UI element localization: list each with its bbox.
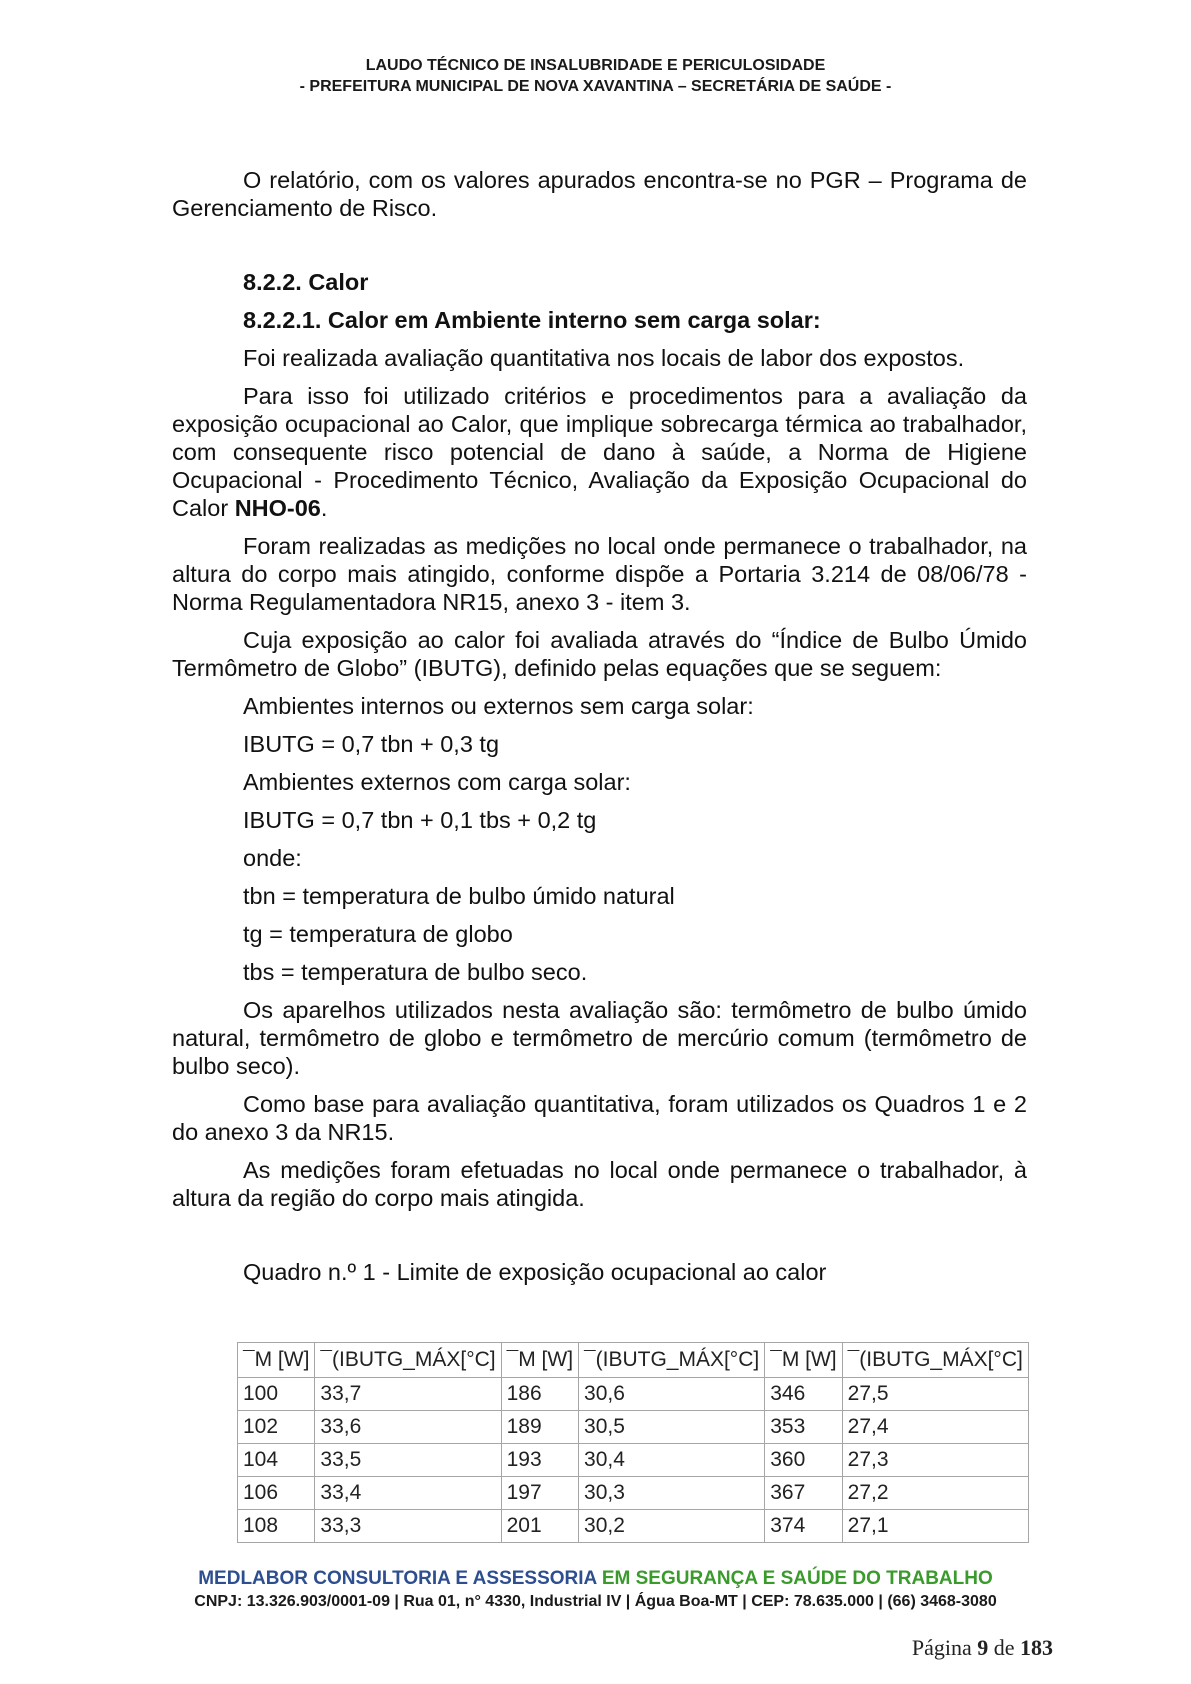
table-cell: 30,3 <box>579 1477 765 1510</box>
table-cell: 367 <box>765 1477 842 1510</box>
table-cell: 27,4 <box>842 1411 1028 1444</box>
paragraph-criterios-text: Para isso foi utilizado critérios e procedimentos para a avaliação da exposição ocupacional ao Calor, que implique sobrecarga térmica ao trabalhador, com consequente risco potencial de dano à saúde, a Norma de Higiene Ocupacional - Procedimento Técnico, Avaliação da Exposição Ocupacional do Calor <box>172 383 1027 521</box>
table-header-cell: ¯M [W] <box>238 1343 315 1378</box>
table-cell: 353 <box>765 1411 842 1444</box>
table-cell: 201 <box>501 1510 578 1543</box>
table-header-cell: ¯(IBUTG_MÁX[°C] <box>579 1343 765 1378</box>
table-cell: 193 <box>501 1444 578 1477</box>
table-cell: 197 <box>501 1477 578 1510</box>
paragraph-criterios-end: . <box>320 495 328 521</box>
table-row <box>238 1477 1029 1510</box>
document-header <box>0 55 1191 97</box>
document-body <box>172 166 1027 1286</box>
table-cell: 102 <box>238 1411 315 1444</box>
formula-label-internal: Ambientes internos ou externos sem carga solar: <box>243 693 754 719</box>
table-cell: 33,7 <box>315 1378 501 1411</box>
table-row <box>238 1444 1029 1477</box>
table-row <box>238 1411 1029 1444</box>
page-of: de <box>988 1635 1020 1660</box>
quadro-table-wrapper <box>237 1342 1029 1543</box>
page-current: 9 <box>977 1635 989 1660</box>
table-cell: 104 <box>238 1444 315 1477</box>
footer-company <box>0 1567 1191 1591</box>
header-subtitle: - PREFEITURA MUNICIPAL DE NOVA XAVANTINA – SECRETÁRIA DE SAÚDE - <box>299 78 892 95</box>
table-cell: 30,5 <box>579 1411 765 1444</box>
paragraph-ibutg: Cuja exposição ao calor foi avaliada através do “Índice de Bulbo Úmido Termômetro de Globo” (IBUTG), definido pelas equações que se seguem: <box>172 627 1027 681</box>
definitions-label: onde: <box>243 845 302 871</box>
table-row <box>238 1510 1029 1543</box>
table-cell: 27,5 <box>842 1378 1028 1411</box>
table-cell: 33,4 <box>315 1477 501 1510</box>
paragraph-medicoes: Foram realizadas as medições no local onde permanece o trabalhador, na altura do corpo mais atingido, conforme dispõe a Portaria 3.214 de 08/06/78 - Norma Regulamentadora NR15, anexo 3 - item 3. <box>172 533 1027 615</box>
table-row <box>238 1378 1029 1411</box>
footer-company-green: EM SEGURANÇA E SAÚDE DO TRABALHO <box>596 1568 993 1589</box>
table-header-row <box>238 1343 1029 1378</box>
table-cell: 33,3 <box>315 1510 501 1543</box>
table-cell: 189 <box>501 1411 578 1444</box>
paragraph-criterios <box>172 382 1027 522</box>
definition-tbs: tbs = temperatura de bulbo seco. <box>243 959 588 985</box>
paragraph-quadros: Como base para avaliação quantitativa, foram utilizados os Quadros 1 e 2 do anexo 3 da NR15. <box>172 1091 1027 1145</box>
footer-address: CNPJ: 13.326.903/0001-09 | Rua 01, n° 4330, Industrial IV | Água Boa-MT | CEP: 78.635.000 | (66) 3468-3080 <box>194 1593 997 1610</box>
exposure-limit-table <box>237 1342 1029 1543</box>
table-caption: Quadro n.º 1 - Limite de exposição ocupacional ao calor <box>243 1259 827 1285</box>
table-header-cell: ¯(IBUTG_MÁX[°C] <box>842 1343 1028 1378</box>
definition-tg: tg = temperatura de globo <box>243 921 513 947</box>
table-cell: 27,1 <box>842 1510 1028 1543</box>
table-cell: 30,2 <box>579 1510 765 1543</box>
page-total: 183 <box>1020 1635 1053 1660</box>
table-cell: 186 <box>501 1378 578 1411</box>
nho-06-reference: NHO-06 <box>234 495 321 521</box>
table-cell: 33,6 <box>315 1411 501 1444</box>
header-title: LAUDO TÉCNICO DE INSALUBRIDADE E PERICULOSIDADE <box>365 57 826 74</box>
table-cell: 360 <box>765 1444 842 1477</box>
table-header-cell: ¯(IBUTG_MÁX[°C] <box>315 1343 501 1378</box>
table-cell: 30,4 <box>579 1444 765 1477</box>
table-cell: 346 <box>765 1378 842 1411</box>
footer-company-blue: MEDLABOR CONSULTORIA E ASSESSORIA <box>198 1568 597 1589</box>
page-label: Página <box>911 1635 978 1660</box>
table-cell: 374 <box>765 1510 842 1543</box>
subsection-heading: 8.2.2.1. Calor em Ambiente interno sem carga solar: <box>243 307 821 333</box>
paragraph-avaliacao: Foi realizada avaliação quantitativa nos locais de labor dos expostos. <box>243 345 965 371</box>
table-header-cell: ¯M [W] <box>765 1343 842 1378</box>
formula-internal: IBUTG = 0,7 tbn + 0,3 tg <box>243 731 500 757</box>
document-footer <box>0 1567 1191 1613</box>
table-cell: 30,6 <box>579 1378 765 1411</box>
definition-tbn: tbn = temperatura de bulbo úmido natural <box>243 883 675 909</box>
section-heading-calor: 8.2.2. Calor <box>243 269 369 295</box>
formula-label-external: Ambientes externos com carga solar: <box>243 769 631 795</box>
table-header-cell: ¯M [W] <box>501 1343 578 1378</box>
table-cell: 108 <box>238 1510 315 1543</box>
table-cell: 27,3 <box>842 1444 1028 1477</box>
formula-external: IBUTG = 0,7 tbn + 0,1 tbs + 0,2 tg <box>243 807 597 833</box>
paragraph-aparelhos: Os aparelhos utilizados nesta avaliação são: termômetro de bulbo úmido natural, termômetro de globo e termômetro de mercúrio comum (termômetro de bulbo seco). <box>172 997 1027 1079</box>
table-cell: 100 <box>238 1378 315 1411</box>
table-cell: 33,5 <box>315 1444 501 1477</box>
table-cell: 106 <box>238 1477 315 1510</box>
table-cell: 27,2 <box>842 1477 1028 1510</box>
paragraph-pgr: O relatório, com os valores apurados encontra-se no PGR – Programa de Gerenciamento de Risco. <box>172 167 1027 221</box>
page-number <box>912 1635 1053 1661</box>
paragraph-altura: As medições foram efetuadas no local onde permanece o trabalhador, à altura da região do corpo mais atingida. <box>172 1157 1027 1211</box>
